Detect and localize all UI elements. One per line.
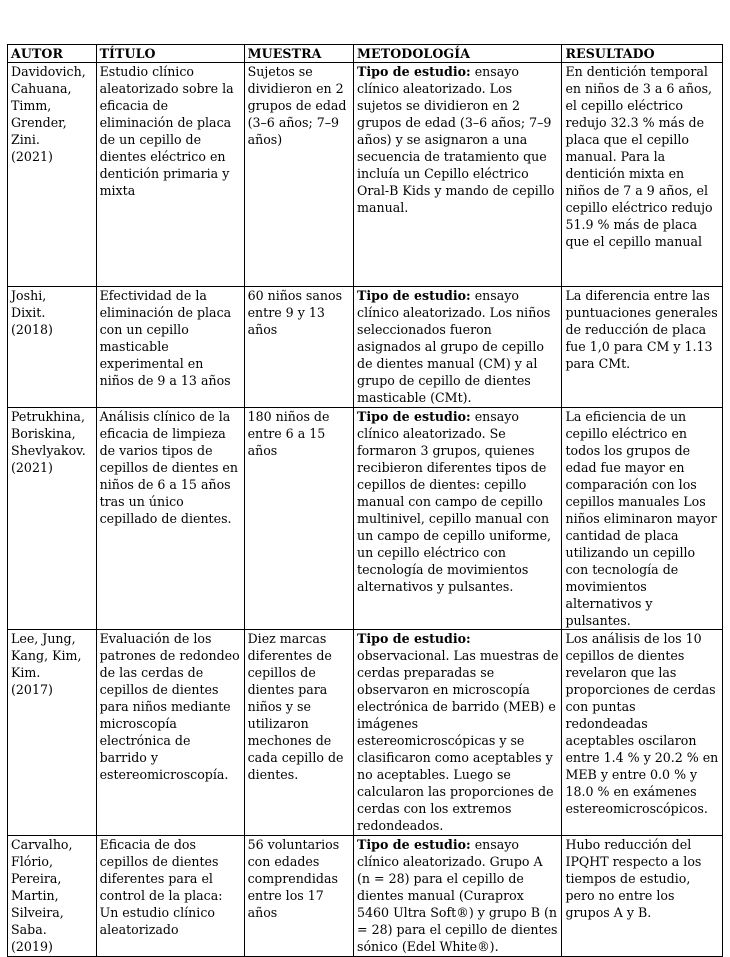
metodologia-text: ensayo clínico aleatorizado. Grupo A (n = 28) para el cepillo de dientes manual (Curaprox 5460 Ultra Soft®) y grupo B (n = 28) para el cepillo de dientes sónico (Edel White®). bbox=[357, 837, 558, 954]
autor-text: Joshi, Dixit. (2018) bbox=[11, 288, 53, 337]
metodologia-lead: Tipo de estudio: bbox=[357, 837, 471, 852]
cell-autor bbox=[8, 408, 97, 630]
metodologia-text: ensayo clínico aleatorizado. Los sujetos se dividieron en 2 grupos de edad (3–6 años; 7–9 años) y se asignaron a una secuencia de tratamiento que incluía un Cepillo eléctrico Oral-B Kids y mando de cepillo manual. bbox=[357, 64, 555, 215]
table-row bbox=[8, 287, 723, 408]
cell-metodologia bbox=[354, 630, 562, 836]
header-autor: AUTOR bbox=[8, 45, 97, 63]
header-titulo: TÍTULO bbox=[96, 45, 244, 63]
cell-resultado: La diferencia entre las puntuaciones generales de reducción de placa fue 1,0 para CM y 1.13 para CMt. bbox=[562, 287, 723, 408]
autor-text: Davidovich, Cahuana, Timm, Grender, Zini. (2021) bbox=[11, 64, 86, 164]
metodologia-lead: Tipo de estudio: bbox=[357, 409, 471, 424]
table-row bbox=[8, 408, 723, 630]
cell-metodologia bbox=[354, 287, 562, 408]
cell-metodologia bbox=[354, 63, 562, 287]
cell-metodologia bbox=[354, 836, 562, 957]
cell-autor bbox=[8, 63, 97, 287]
cell-muestra: Diez marcas diferentes de cepillos de dientes para niños y se utilizaron mechones de cada cepillo de dientes. bbox=[244, 630, 353, 836]
table-row bbox=[8, 836, 723, 957]
metodologia-lead: Tipo de estudio: bbox=[357, 288, 471, 303]
cell-muestra: 180 niños de entre 6 a 15 años bbox=[244, 408, 353, 630]
cell-autor bbox=[8, 836, 97, 957]
header-muestra: MUESTRA bbox=[244, 45, 353, 63]
cell-autor bbox=[8, 630, 97, 836]
cell-resultado: La eficiencia de un cepillo eléctrico en todos los grupos de edad fue mayor en comparación con los cepillos manuales Los niños eliminaron mayor cantidad de placa utilizando un cepillo con tecnología de movimientos alternativos y pulsantes. bbox=[562, 408, 723, 630]
table-row bbox=[8, 63, 723, 287]
header-resultado: RESULTADO bbox=[562, 45, 723, 63]
autor-text: Lee, Jung, Kang, Kim, Kim. (2017) bbox=[11, 631, 82, 697]
cell-muestra: 60 niños sanos entre 9 y 13 años bbox=[244, 287, 353, 408]
cell-metodologia bbox=[354, 408, 562, 630]
cell-muestra: Sujetos se dividieron en 2 grupos de edad (3–6 años; 7–9 años) bbox=[244, 63, 353, 287]
header-metodologia: METODOLOGÍA bbox=[354, 45, 562, 63]
cell-titulo: Efectividad de la eliminación de placa con un cepillo masticable experimental en niños de 9 a 13 años bbox=[96, 287, 244, 408]
autor-text: Carvalho, Flório, Pereira, Martin, Silveira, Saba. (2019) bbox=[11, 837, 73, 954]
metodologia-text: observacional. Las muestras de cerdas preparadas se observaron en microscopía electrónica de barrido (MEB) e imágenes estereomicroscópicas y se clasificaron como aceptables y no aceptables. Luego se calcularon las proporciones de cerdas con los extremos redondeados. bbox=[357, 648, 559, 833]
cell-resultado: Los análisis de los 10 cepillos de dientes revelaron que las proporciones de cerdas con puntas redondeadas aceptables oscilaron entre 1.4 % y 20.2 % en MEB y entre 0.0 % y 18.0 % en exámenes estereomicroscópicos. bbox=[562, 630, 723, 836]
cell-autor bbox=[8, 287, 97, 408]
cell-resultado: Hubo reducción del IPQHT respecto a los tiempos de estudio, pero no entre los grupos A y B. bbox=[562, 836, 723, 957]
header-row bbox=[8, 45, 723, 63]
metodologia-lead: Tipo de estudio: bbox=[357, 64, 471, 79]
table-row bbox=[8, 630, 723, 836]
cell-titulo: Evaluación de los patrones de redondeo de las cerdas de cepillos de dientes para niños mediante microscopía electrónica de barrido y estereomicroscopía. bbox=[96, 630, 244, 836]
metodologia-lead: Tipo de estudio: bbox=[357, 631, 471, 646]
cell-titulo: Análisis clínico de la eficacia de limpieza de varios tipos de cepillos de dientes en niños de 6 a 15 años tras un único cepillado de dientes. bbox=[96, 408, 244, 630]
metodologia-text: ensayo clínico aleatorizado. Se formaron 3 grupos, quienes recibieron diferentes tipos de cepillos de dientes: cepillo manual con campo de cepillo multinivel, cepillo manual con un campo de cepillo uniforme, un cepillo eléctrico con tecnología de movimientos alternativos y pulsantes. bbox=[357, 409, 552, 594]
autor-text: Petrukhina, Boriskina, Shevlyakov. (2021) bbox=[11, 409, 86, 475]
cell-muestra: 56 voluntarios con edades comprendidas entre los 17 años bbox=[244, 836, 353, 957]
cell-titulo: Eficacia de dos cepillos de dientes diferentes para el control de la placa: Un estudio clínico aleatorizado bbox=[96, 836, 244, 957]
literature-review-table bbox=[7, 44, 723, 957]
table-header bbox=[8, 45, 723, 63]
cell-titulo: Estudio clínico aleatorizado sobre la eficacia de eliminación de placa de un cepillo de dientes eléctrico en dentición primaria y mixta bbox=[96, 63, 244, 287]
table-body bbox=[8, 63, 723, 957]
cell-resultado: En dentición temporal en niños de 3 a 6 años, el cepillo eléctrico redujo 32.3 % más de placa que el cepillo manual. Para la dentición mixta en niños de 7 a 9 años, el cepillo eléctrico redujo 51.9 % más de placa que el cepillo manual bbox=[562, 63, 723, 287]
metodologia-text: ensayo clínico aleatorizado. Los niños seleccionados fueron asignados al grupo de cepillo de dientes manual (CM) y al grupo de cepillo de dientes masticable (CMt). bbox=[357, 288, 551, 405]
